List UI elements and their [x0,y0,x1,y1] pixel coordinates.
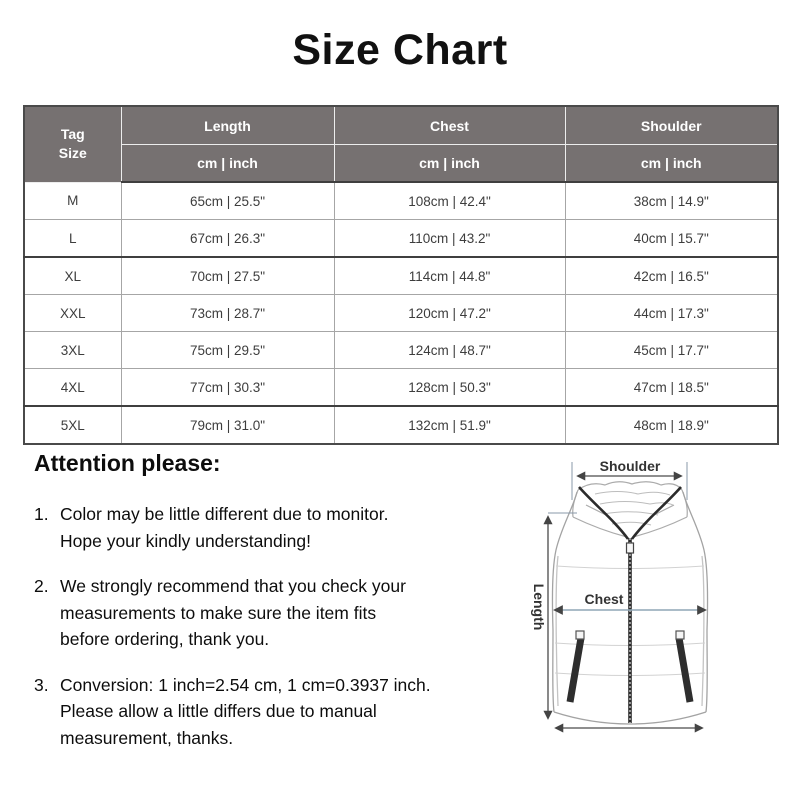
note-line: We strongly recommend that you check your [60,576,406,596]
cell-length: 75cm | 29.5" [121,332,334,369]
header-tag-line: Tag [60,126,85,143]
note-line: measurements to make sure the item fits [60,602,377,623]
zipper-pull [627,543,634,553]
cell-shoulder: 44cm | 17.3" [565,295,778,332]
table-row-l [24,220,778,258]
cell-chest: 110cm | 43.2" [334,220,565,258]
subheader-length-units: cm | inch [121,145,334,183]
attention-section [34,450,480,770]
cell-shoulder: 45cm | 17.7" [565,332,778,369]
cell-chest: 120cm | 47.2" [334,295,565,332]
vest-measurement-diagram [500,450,800,766]
table-row-4xl [24,369,778,407]
note-1 [34,501,480,554]
attention-heading: Attention please: [34,450,221,476]
cell-chest: 124cm | 48.7" [334,332,565,369]
note-line: Hope your kindly understanding! [60,530,311,551]
table-row-5xl [24,406,778,444]
cell-shoulder: 38cm | 14.9" [565,182,778,220]
table-row-m [24,182,778,220]
cell-length: 73cm | 28.7" [121,295,334,332]
length-label: Length [531,583,547,631]
note-number: 3. [34,674,49,695]
right-pocket [676,631,690,702]
cell-length: 77cm | 30.3" [121,369,334,407]
table-header-row [24,106,778,145]
cell-chest: 108cm | 42.4" [334,182,565,220]
cell-size: 3XL [24,332,121,369]
subheader-chest-units: cm | inch [334,145,565,183]
cell-size: XL [24,257,121,295]
subheader-shoulder-units: cm | inch [565,145,778,183]
cell-length: 70cm | 27.5" [121,257,334,295]
cell-shoulder: 42cm | 16.5" [565,257,778,295]
table-subheader-row [24,145,778,183]
table-row-3xl [24,332,778,369]
left-pocket [570,631,584,702]
header-shoulder: Shoulder [565,106,778,145]
note-line: before ordering, thank you. [60,629,270,649]
cell-size: 4XL [24,369,121,407]
cell-size: 5XL [24,406,121,444]
hood-opening [579,487,681,539]
cell-chest: 114cm | 44.8" [334,257,565,295]
header-tag-size [24,106,121,182]
zipper [627,538,634,723]
header-chest: Chest [334,106,565,145]
cell-length: 67cm | 26.3" [121,220,334,258]
cell-chest: 128cm | 50.3" [334,369,565,407]
cell-size: M [24,182,121,220]
cell-size: L [24,220,121,258]
cell-length: 65cm | 25.5" [121,182,334,220]
size-table [23,105,779,445]
note-3 [34,672,480,752]
cell-shoulder: 47cm | 18.5" [565,369,778,407]
shoulder-label: Shoulder [599,458,661,474]
right-pocket-pull [676,631,684,639]
note-line: Color may be little different due to monitor. [60,504,389,524]
header-length: Length [121,106,334,145]
chest-label: Chest [584,591,624,607]
note-number: 2. [34,576,49,596]
left-pocket-pull [576,631,584,639]
cell-shoulder: 48cm | 18.9" [565,406,778,444]
note-line: Conversion: 1 inch=2.54 cm, 1 cm=0.3937 inch. [60,674,431,695]
note-line: Please allow a little differs due to manual [60,701,377,721]
table-row-xl [24,257,778,295]
note-number: 1. [34,504,49,524]
header-size-line: Size [58,145,87,162]
hood [573,482,688,537]
cell-size: XXL [24,295,121,332]
cell-length: 79cm | 31.0" [121,406,334,444]
page-title: Size Chart [292,26,508,74]
cell-shoulder: 40cm | 15.7" [565,220,778,258]
note-line: measurement, thanks. [60,727,234,748]
table-row-xxl [24,295,778,332]
cell-chest: 132cm | 51.9" [334,406,565,444]
note-2 [34,573,480,653]
